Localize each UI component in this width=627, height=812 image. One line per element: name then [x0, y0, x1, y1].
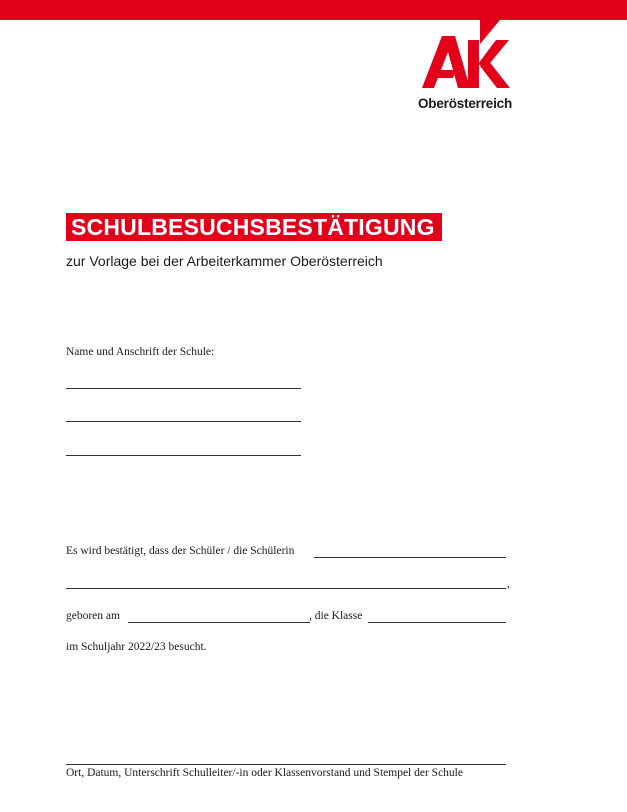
line-comma: , — [507, 578, 510, 590]
document-title: SCHULBESUCHSBESTÄTIGUNG — [66, 213, 442, 241]
signature-label: Ort, Datum, Unterschrift Schulleiter/-in oder Klassenvorstand und Stempel der Schule — [66, 767, 463, 779]
class-label: , die Klasse — [309, 610, 363, 622]
student-name-line[interactable] — [314, 557, 506, 558]
logo-region-label: Oberösterreich — [418, 96, 512, 111]
signature-line[interactable] — [66, 764, 506, 765]
school-label: Name und Anschrift der Schule: — [66, 346, 215, 358]
confirm-text: Es wird bestätigt, dass der Schüler / die Schülerin — [66, 545, 295, 557]
school-line-1[interactable] — [66, 388, 301, 389]
ak-logo — [410, 18, 520, 118]
ak-logo-icon — [410, 18, 520, 98]
born-label: geboren am — [66, 610, 120, 622]
birth-date-line[interactable] — [128, 622, 310, 623]
school-year-text: im Schuljahr 2022/23 besucht. — [66, 641, 207, 653]
top-brand-bar — [0, 0, 627, 20]
class-line[interactable] — [368, 622, 506, 623]
school-line-3[interactable] — [66, 455, 301, 456]
student-name-line-2[interactable] — [66, 588, 506, 589]
document-subtitle: zur Vorlage bei der Arbeiterkammer Oberösterreich — [66, 253, 383, 269]
school-line-2[interactable] — [66, 421, 301, 422]
